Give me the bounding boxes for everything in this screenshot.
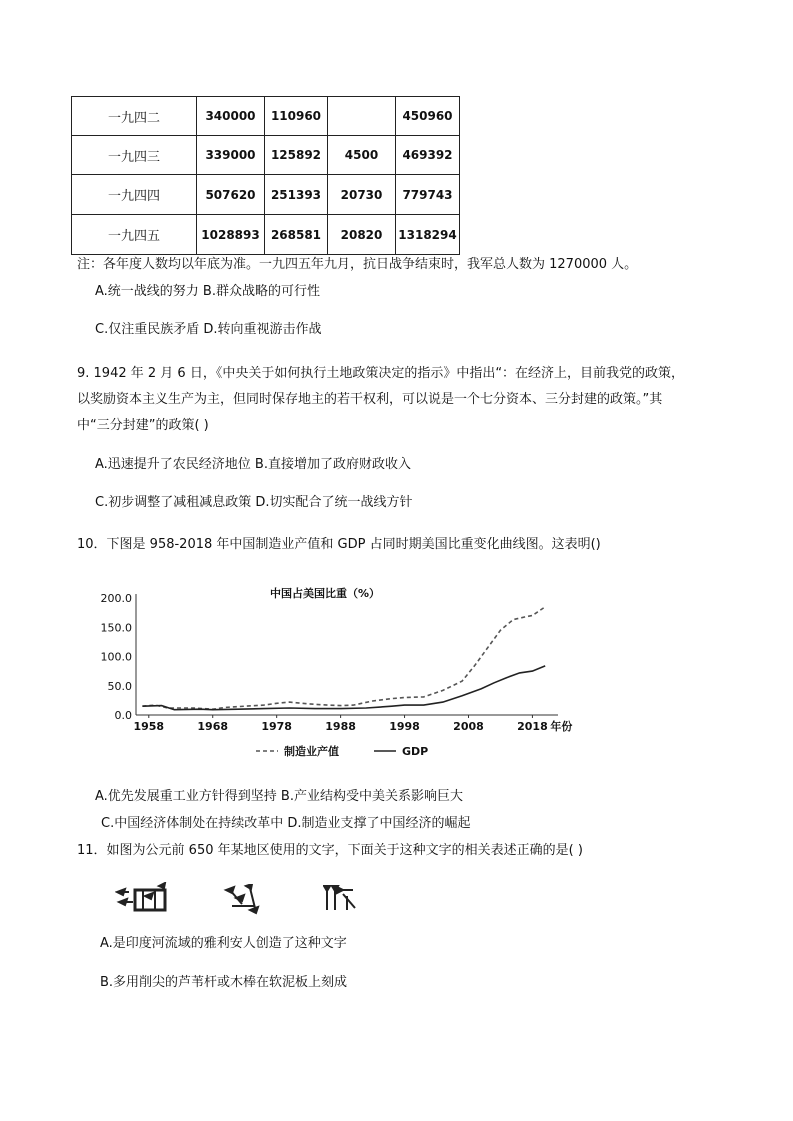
y-tick-label: 150.0	[100, 621, 132, 635]
q10-stem: 10．下图是 958-2018 年中国制造业产值和 GDP 占同时期美国比重变化曲线图。这表明()	[77, 537, 601, 552]
line-chart	[88, 578, 628, 768]
table-row	[72, 136, 460, 175]
y-tick-label: 100.0	[100, 650, 132, 664]
table-cell-value: 507620	[197, 175, 265, 215]
table-cell-value: 125892	[265, 136, 328, 175]
table-cell-value: 469392	[396, 136, 460, 175]
x-tick-label: 2018	[517, 720, 548, 733]
x-tick-label: 1998	[389, 720, 420, 733]
x-tick-label: 1988	[325, 720, 356, 733]
data-table	[71, 96, 460, 255]
table-cell-value	[328, 97, 396, 136]
x-tick-label: 2008	[453, 720, 484, 733]
table-cell-value: 450960	[396, 97, 460, 136]
table-cell-value: 251393	[265, 175, 328, 215]
table-cell-year: 一九四三	[72, 136, 197, 175]
cuneiform-glyph-3	[323, 882, 359, 916]
series-line-manufacturing	[142, 607, 545, 709]
chart-title: 中国占美国比重（%）	[270, 587, 381, 600]
legend-label: GDP	[402, 745, 429, 758]
cuneiform-glyph-2	[222, 884, 264, 916]
x-axis-label: 年份	[550, 720, 573, 733]
q11-option-a: A.是印度河流域的雅利安人创造了这种文字	[100, 936, 347, 951]
table-cell-value: 20730	[328, 175, 396, 215]
series-line-gdp	[142, 666, 545, 710]
q9-stem-line1: 9. 1942 年 2 月 6 日，《中央关于如何执行土地政策决定的指示》中指出“：在经济上，目前我党的政策，	[77, 366, 685, 381]
y-tick-label: 50.0	[107, 679, 132, 693]
table-row	[72, 215, 460, 255]
table-note: 注：各年度人数均以年底为准。一九四五年九月，抗日战争结束时，我军总人数为 1270000 人。	[77, 257, 638, 272]
x-tick-label: 1978	[261, 720, 292, 733]
table-cell-value: 268581	[265, 215, 328, 255]
table-cell-year: 一九四二	[72, 97, 197, 136]
q8-options-ab: A.统一战线的努力 B.群众战略的可行性	[95, 284, 320, 299]
x-tick-label: 1968	[197, 720, 229, 733]
q10-options-cd: C.中国经济体制处在持续改革中 D.制造业支撑了中国经济的崛起	[101, 816, 471, 831]
table-row	[72, 175, 460, 215]
q8-options-cd: C.仅注重民族矛盾 D.转向重视游击作战	[95, 322, 322, 337]
y-tick-label: 0.0	[114, 709, 132, 722]
table-cell-value: 339000	[197, 136, 265, 175]
table-cell-value: 779743	[396, 175, 460, 215]
q9-stem-line3: 中“三分封建”的政策( )	[77, 418, 209, 433]
cuneiform-glyph-1	[115, 882, 175, 916]
q10-options-ab: A.优先发展重工业方针得到坚持 B.产业结构受中美关系影响巨大	[95, 789, 463, 804]
q9-options-cd: C.初步调整了减租减息政策 D.切实配合了统一战线方针	[95, 495, 413, 510]
table-cell-value: 1318294	[396, 215, 460, 255]
x-tick-label: 1958	[133, 720, 165, 733]
table-cell-value: 4500	[328, 136, 396, 175]
y-tick-label: 200.0	[100, 592, 132, 605]
q11-option-b: B.多用削尖的芦苇杆或木棒在软泥板上刻成	[100, 975, 348, 990]
q9-options-ab: A.迅速提升了农民经济地位 B.直接增加了政府财政收入	[95, 457, 411, 472]
table-cell-value: 110960	[265, 97, 328, 136]
table-cell-value: 1028893	[197, 215, 265, 255]
table-cell-value: 20820	[328, 215, 396, 255]
legend-label: 制造业产值	[284, 745, 339, 758]
table-cell-year: 一九四五	[72, 215, 197, 255]
q9-stem-line2: 以奖励资本主义生产为主，但同时保存地主的若干权利，可以说是一个七分资本、三分封建的政策。”其	[77, 392, 663, 407]
table-cell-year: 一九四四	[72, 175, 197, 215]
table-cell-value: 340000	[197, 97, 265, 136]
table-row	[72, 97, 460, 136]
q11-stem: 11．如图为公元前 650 年某地区使用的文字，下面关于这种文字的相关表述正确的是( )	[77, 843, 583, 858]
